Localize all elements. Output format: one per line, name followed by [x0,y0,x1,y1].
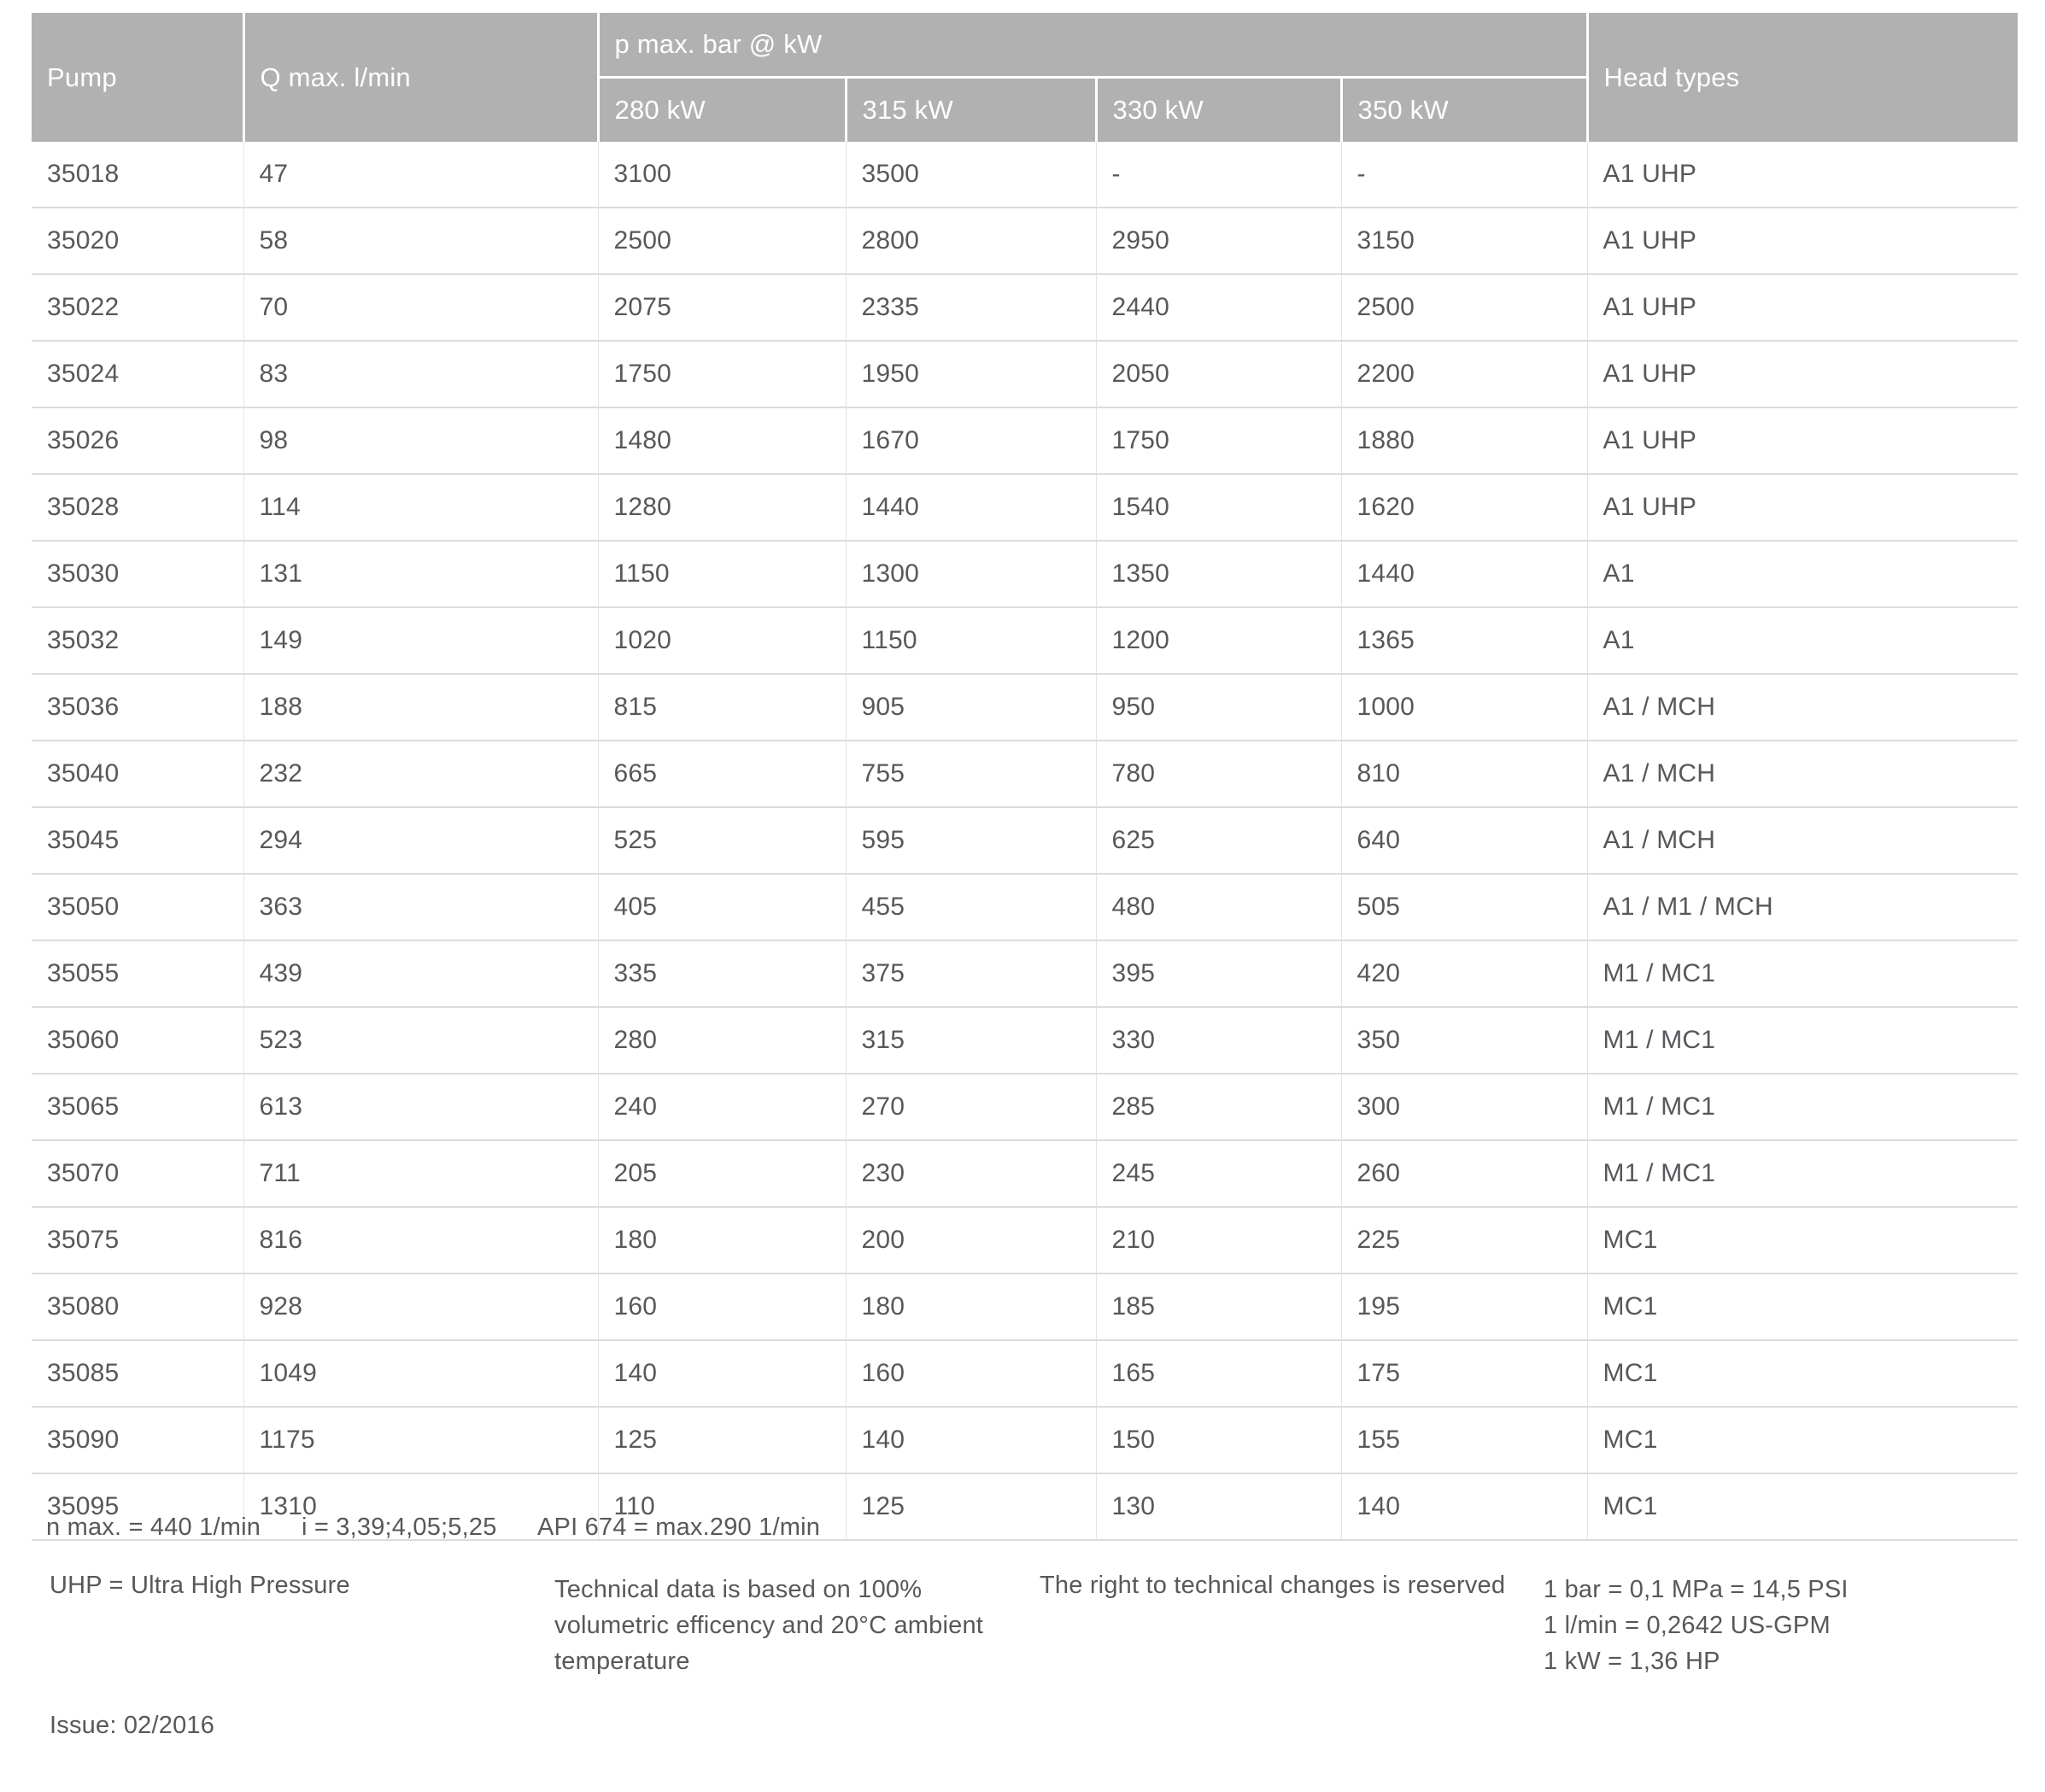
cell-280kw: 180 [598,1207,846,1274]
cell-315kw: 270 [846,1074,1096,1140]
cell-pump: 35085 [32,1340,243,1407]
table-row [32,274,2018,341]
cell-350kw: 1620 [1341,474,1587,541]
cell-qmax: 711 [243,1140,598,1207]
cell-315kw: 230 [846,1140,1096,1207]
cell-330kw: 1540 [1096,474,1341,541]
col-header-pmax-group: p max. bar @ kW [598,13,1587,78]
cell-head-types: A1 [1587,541,2018,607]
cell-pump: 35036 [32,674,243,741]
cell-280kw: 160 [598,1274,846,1340]
cell-280kw: 240 [598,1074,846,1140]
cell-pump: 35026 [32,407,243,474]
cell-330kw: 2440 [1096,274,1341,341]
col-header-pump: Pump [32,13,243,142]
cell-280kw: 3100 [598,142,846,208]
cell-315kw: 2800 [846,208,1096,274]
table-row [32,1274,2018,1340]
cell-head-types: A1 UHP [1587,407,2018,474]
cell-head-types: A1 / MCH [1587,674,2018,741]
cell-315kw: 180 [846,1274,1096,1340]
cell-330kw: 780 [1096,741,1341,807]
cell-qmax: 928 [243,1274,598,1340]
cell-350kw: 420 [1341,940,1587,1007]
cell-315kw: 1670 [846,407,1096,474]
cell-head-types: A1 UHP [1587,274,2018,341]
cell-350kw: - [1341,142,1587,208]
cell-qmax: 70 [243,274,598,341]
footnote-technical: Technical data is based on 100% volumetric efficency and 20°C ambient temperature [554,1576,984,1675]
footnote-uhp: UHP = Ultra High Pressure [50,1572,350,1599]
cell-qmax: 47 [243,142,598,208]
cell-280kw: 140 [598,1340,846,1407]
cell-350kw: 505 [1341,874,1587,940]
cell-head-types: MC1 [1587,1207,2018,1274]
cell-350kw: 140 [1341,1473,1587,1540]
table-row [32,341,2018,407]
cell-qmax: 232 [243,741,598,807]
table-row [32,607,2018,674]
cell-315kw: 375 [846,940,1096,1007]
cell-qmax: 98 [243,407,598,474]
cell-315kw: 2335 [846,274,1096,341]
cell-pump: 35045 [32,807,243,874]
table-row [32,1407,2018,1473]
cell-qmax: 114 [243,474,598,541]
cell-head-types: A1 / MCH [1587,807,2018,874]
cell-350kw: 1440 [1341,541,1587,607]
table-row [32,807,2018,874]
cell-350kw: 810 [1341,741,1587,807]
cell-315kw: 140 [846,1407,1096,1473]
cell-315kw: 125 [846,1473,1096,1540]
cell-350kw: 175 [1341,1340,1587,1407]
cell-head-types: A1 UHP [1587,208,2018,274]
cell-350kw: 155 [1341,1407,1587,1473]
cell-pump: 35070 [32,1140,243,1207]
col-header-280kw: 280 kW [598,78,846,143]
cell-315kw: 1950 [846,341,1096,407]
cell-280kw: 2500 [598,208,846,274]
cell-330kw: - [1096,142,1341,208]
cell-280kw: 665 [598,741,846,807]
cell-315kw: 905 [846,674,1096,741]
cell-330kw: 950 [1096,674,1341,741]
cell-315kw: 3500 [846,142,1096,208]
table-row [32,1140,2018,1207]
cell-280kw: 280 [598,1007,846,1074]
cell-280kw: 125 [598,1407,846,1473]
table-row [32,674,2018,741]
col-header-350kw: 350 kW [1341,78,1587,143]
cell-pump: 35055 [32,940,243,1007]
cell-350kw: 1880 [1341,407,1587,474]
cell-head-types: M1 / MC1 [1587,1140,2018,1207]
table-row [32,474,2018,541]
cell-pump: 35075 [32,1207,243,1274]
cell-head-types: A1 UHP [1587,142,2018,208]
cell-350kw: 640 [1341,807,1587,874]
cell-pump: 35095 [32,1473,243,1540]
cell-350kw: 1000 [1341,674,1587,741]
cell-315kw: 455 [846,874,1096,940]
cell-315kw: 200 [846,1207,1096,1274]
cell-head-types: A1 UHP [1587,341,2018,407]
cell-315kw: 160 [846,1340,1096,1407]
cell-330kw: 165 [1096,1340,1341,1407]
cell-315kw: 1440 [846,474,1096,541]
cell-qmax: 816 [243,1207,598,1274]
cell-350kw: 3150 [1341,208,1587,274]
table-row [32,741,2018,807]
cell-280kw: 1020 [598,607,846,674]
cell-head-types: MC1 [1587,1473,2018,1540]
cell-pump: 35080 [32,1274,243,1340]
cell-280kw: 1750 [598,341,846,407]
table-row [32,1007,2018,1074]
cell-qmax: 58 [243,208,598,274]
cell-330kw: 245 [1096,1140,1341,1207]
cell-350kw: 260 [1341,1140,1587,1207]
cell-head-types: M1 / MC1 [1587,1074,2018,1140]
cell-pump: 35050 [32,874,243,940]
cell-qmax: 439 [243,940,598,1007]
cell-pump: 35060 [32,1007,243,1074]
cell-pump: 35020 [32,208,243,274]
cell-330kw: 150 [1096,1407,1341,1473]
cell-280kw: 1280 [598,474,846,541]
cell-330kw: 1200 [1096,607,1341,674]
table-row [32,541,2018,607]
cell-head-types: A1 / M1 / MCH [1587,874,2018,940]
cell-qmax: 523 [243,1007,598,1074]
cell-qmax: 1310 [243,1473,598,1540]
table-row [32,142,2018,208]
cell-330kw: 330 [1096,1007,1341,1074]
cell-280kw: 525 [598,807,846,874]
cell-qmax: 1175 [243,1407,598,1473]
footnote-n-max: n max. = 440 1/min [46,1514,261,1541]
cell-head-types: M1 / MC1 [1587,940,2018,1007]
conversion-bar: 1 bar = 0,1 MPa = 14,5 PSI [1544,1576,1849,1603]
cell-280kw: 335 [598,940,846,1007]
cell-280kw: 110 [598,1473,846,1540]
cell-330kw: 2050 [1096,341,1341,407]
cell-pump: 35018 [32,142,243,208]
cell-qmax: 363 [243,874,598,940]
cell-330kw: 130 [1096,1473,1341,1540]
cell-head-types: MC1 [1587,1274,2018,1340]
table-row [32,1340,2018,1407]
cell-280kw: 1480 [598,407,846,474]
cell-315kw: 1300 [846,541,1096,607]
cell-315kw: 1150 [846,607,1096,674]
cell-pump: 35040 [32,741,243,807]
footnote-i-ratio: i = 3,39;4,05;5,25 [302,1514,497,1541]
cell-280kw: 2075 [598,274,846,341]
col-header-qmax: Q max. l/min [243,13,598,142]
cell-280kw: 815 [598,674,846,741]
table-row [32,1207,2018,1274]
conversion-lmin: 1 l/min = 0,2642 US-GPM [1544,1612,1831,1639]
cell-qmax: 294 [243,807,598,874]
table-row [32,208,2018,274]
cell-330kw: 210 [1096,1207,1341,1274]
cell-315kw: 755 [846,741,1096,807]
cell-pump: 35022 [32,274,243,341]
conversion-block [1544,1572,1849,1679]
table-header [32,13,2018,142]
col-header-head-types: Head types [1587,13,2018,142]
table-row [32,874,2018,940]
cell-350kw: 2500 [1341,274,1587,341]
cell-pump: 35024 [32,341,243,407]
cell-315kw: 315 [846,1007,1096,1074]
cell-pump: 35090 [32,1407,243,1473]
cell-330kw: 285 [1096,1074,1341,1140]
cell-330kw: 185 [1096,1274,1341,1340]
cell-350kw: 1365 [1341,607,1587,674]
pump-spec-table [32,13,2018,1541]
cell-330kw: 625 [1096,807,1341,874]
cell-head-types: MC1 [1587,1340,2018,1407]
cell-330kw: 480 [1096,874,1341,940]
cell-280kw: 405 [598,874,846,940]
cell-pump: 35065 [32,1074,243,1140]
cell-qmax: 131 [243,541,598,607]
cell-330kw: 395 [1096,940,1341,1007]
cell-280kw: 205 [598,1140,846,1207]
table-row [32,407,2018,474]
cell-head-types: A1 UHP [1587,474,2018,541]
cell-330kw: 1350 [1096,541,1341,607]
footnote-rights: The right to technical changes is reserved [1040,1572,1506,1599]
cell-qmax: 83 [243,341,598,407]
cell-qmax: 613 [243,1074,598,1140]
issue-label: Issue: 02/2016 [50,1712,215,1739]
cell-350kw: 2200 [1341,341,1587,407]
cell-280kw: 1150 [598,541,846,607]
cell-pump: 35032 [32,607,243,674]
cell-315kw: 595 [846,807,1096,874]
cell-pump: 35028 [32,474,243,541]
cell-head-types: A1 [1587,607,2018,674]
pump-table-body [32,142,2018,1540]
cell-350kw: 195 [1341,1274,1587,1340]
cell-qmax: 188 [243,674,598,741]
cell-350kw: 225 [1341,1207,1587,1274]
cell-350kw: 350 [1341,1007,1587,1074]
cell-330kw: 2950 [1096,208,1341,274]
cell-qmax: 149 [243,607,598,674]
cell-330kw: 1750 [1096,407,1341,474]
cell-qmax: 1049 [243,1340,598,1407]
footnote-api: API 674 = max.290 1/min [537,1514,821,1541]
cell-350kw: 300 [1341,1074,1587,1140]
cell-head-types: M1 / MC1 [1587,1007,2018,1074]
cell-head-types: MC1 [1587,1407,2018,1473]
conversion-kw: 1 kW = 1,36 HP [1544,1648,1720,1675]
col-header-315kw: 315 kW [846,78,1096,143]
col-header-330kw: 330 kW [1096,78,1341,143]
table-row [32,1074,2018,1140]
cell-pump: 35030 [32,541,243,607]
cell-head-types: A1 / MCH [1587,741,2018,807]
table-row [32,940,2018,1007]
